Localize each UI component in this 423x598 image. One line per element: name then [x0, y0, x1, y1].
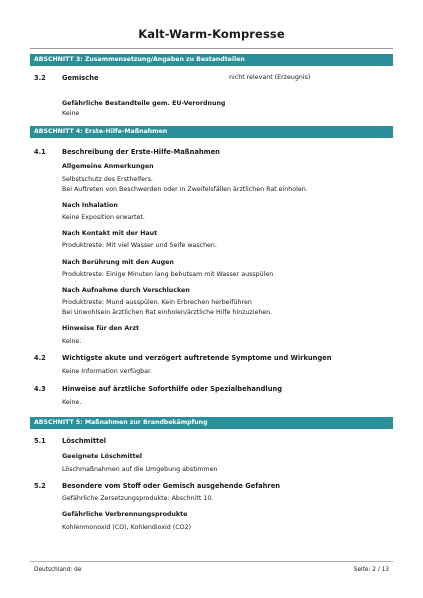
section-5-2-text: Gefährliche Zersetzungsprodukte: Abschnitt 10. [62, 495, 214, 502]
footer-divider [30, 561, 393, 562]
section-4-3-number: 4.3 [34, 385, 46, 393]
section-5-header: ABSCHNITT 5: Maßnahmen zur Brandbekämpfung [30, 417, 393, 429]
ingestion-heading: Nach Aufnahme durch Verschlucken [62, 287, 190, 294]
section-4-3-heading: Hinweise auf ärztliche Soforthilfe oder Spezialbehandlung [62, 385, 283, 393]
doctor-notes-heading: Hinweise für den Arzt [62, 325, 139, 332]
section-4-1-heading: Beschreibung der Erste-Hilfe-Maßnahmen [62, 148, 220, 156]
doctor-notes-text: Keine. [62, 338, 82, 345]
suitable-extinguishing-text: Löschmaßnahmen auf die Umgebung abstimmen [62, 466, 218, 473]
ingestion-line-2: Bei Unwohlsein ärztlichen Rat einholen/ärztliche Hilfe hinzuziehen. [62, 309, 273, 316]
hazardous-components-value: Keine [62, 110, 80, 117]
section-3-header: ABSCHNITT 3: Zusammensetzung/Angaben zu Bestandteilen [30, 54, 393, 66]
section-4-1-number: 4.1 [34, 148, 46, 156]
ingestion-line-1: Produktreste: Mund ausspülen. Kein Erbrechen herbeiführen [62, 299, 252, 306]
section-4-2-heading: Wichtigste akute und verzögert auftretende Symptome und Wirkungen [62, 354, 332, 362]
section-5-2-number: 5.2 [34, 482, 46, 490]
section-3-2-value: nicht relevant (Erzeugnis) [229, 74, 311, 81]
section-5-2-heading: Besondere vom Stoff oder Gemisch ausgehende Gefahren [62, 482, 281, 490]
section-4-header: ABSCHNITT 4: Erste-Hilfe-Maßnahmen [30, 126, 393, 138]
section-4-2-number: 4.2 [34, 354, 46, 362]
section-3-2-heading: Gemische [62, 74, 99, 82]
skin-contact-heading: Nach Kontakt mit der Haut [62, 230, 158, 237]
inhalation-text: Keine Exposition erwartet. [62, 214, 145, 221]
inhalation-heading: Nach Inhalation [62, 202, 118, 209]
combustion-products-heading: Gefährliche Verbrennungsprodukte [62, 511, 188, 518]
general-notes-line-1: Selbstschutz des Ersthelfers. [62, 176, 153, 183]
general-notes-line-2: Bei Auftreten von Beschwerden oder in Zweifelsfällen ärztlichen Rat einholen. [62, 186, 308, 193]
eye-contact-text: Produktreste: Einige Minuten lang behutsam mit Wasser ausspülen [62, 271, 274, 278]
combustion-products-text: Kohlenmonoxid (CO), Kohlendioxid (CO2) [62, 524, 192, 531]
section-4-3-text: Keine. [62, 399, 82, 406]
section-3-2-number: 3.2 [34, 74, 46, 82]
page-title: Kalt-Warm-Kompresse [138, 27, 285, 41]
footer-page-number: Seite: 2 / 13 [353, 567, 389, 573]
eye-contact-heading: Nach Berührung mit den Augen [62, 259, 174, 266]
suitable-extinguishing-heading: Geeignete Löschmittel [62, 453, 143, 460]
general-notes-heading: Allgemeine Anmerkungen [62, 163, 154, 170]
title-divider [30, 48, 393, 49]
section-5-1-heading: Löschmittel [62, 437, 107, 445]
hazardous-components-heading: Gefährliche Bestandteile gem. EU-Verordnung [62, 100, 226, 107]
footer-country-language: Deutschland: de [34, 567, 82, 573]
section-5-1-number: 5.1 [34, 437, 46, 445]
skin-contact-text: Produktreste: Mit viel Wasser und Seife waschen. [62, 242, 217, 249]
section-4-2-text: Keine Information verfügbar. [62, 368, 153, 375]
